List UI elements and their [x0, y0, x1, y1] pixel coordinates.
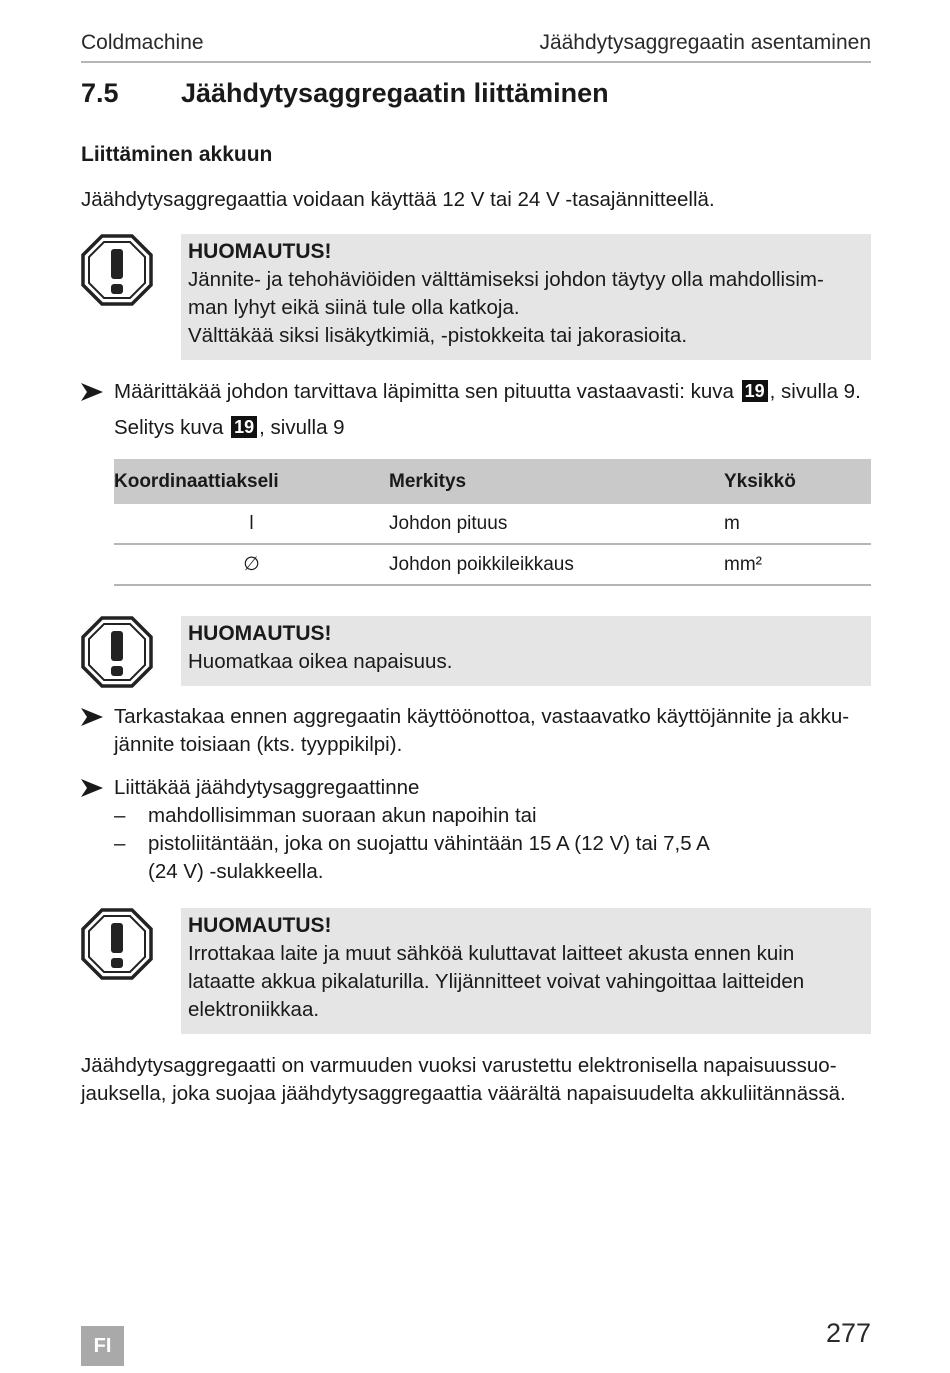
exclamation-octagon-icon [81, 234, 153, 306]
notice-3-box [181, 908, 871, 1034]
notice-3 [81, 908, 871, 1034]
arrow-right-icon [81, 382, 103, 402]
section-number: 7.5 [81, 78, 119, 108]
step-2-line: Tarkastakaa ennen aggregaatin käyttöönottoa, vastaavatko käyttöjännite ja akku- [114, 705, 850, 728]
cell-unit: m [724, 504, 871, 544]
legend-caption-after: , sivulla 9 [259, 416, 345, 439]
figure-reference: 19 [231, 416, 257, 438]
notice-2 [81, 616, 871, 686]
notice-2-box [181, 616, 871, 686]
language-badge: FI [81, 1326, 124, 1366]
step-1-text-after: , sivulla 9. [769, 380, 861, 403]
notice-1 [81, 234, 871, 360]
notice-3-line: Irrottakaa laite ja muut sähköä kuluttavat laitteet akusta ennen kuin [188, 942, 795, 965]
notice-1-line: Välttäkää siksi lisäkytkimiä, -pistokkeita tai jakorasioita. [188, 324, 688, 347]
list-item-line: (24 V) -sulakkeella. [148, 860, 324, 883]
cell-unit: mm² [724, 544, 871, 585]
header-product: Coldmachine [81, 31, 204, 54]
cell-axis: ∅ [114, 544, 389, 585]
notice-2-title: HUOMAUTUS! [188, 622, 332, 645]
intro-paragraph: Jäähdytysaggregaattia voidaan käyttää 12 V tai 24 V -tasajännitteellä. [81, 188, 715, 211]
step-1 [81, 378, 871, 406]
legend-table [114, 459, 871, 586]
subheading: Liittäminen akkuun [81, 143, 273, 166]
closing-line: Jäähdytysaggregaatti on varmuuden vuoksi varustettu elektronisella napaisuussuo- [81, 1054, 837, 1077]
notice-3-line: lataatte akkua pikalaturilla. Ylijännitteet voivat vahingoittaa laitteiden [188, 970, 805, 993]
exclamation-octagon-icon [81, 616, 153, 688]
list-item-line: mahdollisimman suoraan akun napoihin tai [148, 804, 537, 827]
notice-1-line: man lyhyt eikä siinä tule olla katkoja. [188, 296, 520, 319]
cell-meaning: Johdon poikkileikkaus [389, 544, 724, 585]
list-item [114, 802, 871, 830]
page-number: 277 [825, 1318, 871, 1348]
table-row [114, 544, 871, 585]
notice-1-title: HUOMAUTUS! [188, 240, 332, 263]
header-chapter: Jäähdytysaggregaatin asentaminen [539, 31, 871, 54]
legend-caption-text: Selitys kuva [114, 416, 224, 439]
closing-paragraph [81, 1052, 846, 1108]
header-unit: Yksikkö [724, 459, 871, 504]
list-item-line: pistoliitäntään, joka on suojattu vähintään 15 A (12 V) tai 7,5 A [148, 832, 710, 855]
notice-3-line: elektroniikkaa. [188, 998, 320, 1021]
section-title [81, 78, 609, 109]
list-dash: – [114, 804, 126, 827]
figure-reference: 19 [742, 380, 768, 402]
list-item [114, 830, 871, 886]
step-2 [81, 703, 871, 759]
legend-caption [81, 414, 871, 442]
notice-2-line: Huomatkaa oikea napaisuus. [188, 650, 453, 673]
table-row [114, 504, 871, 544]
closing-line: jauksella, joka suojaa jäähdytysaggregaattia väärältä napaisuudelta akkuliitännässä. [81, 1082, 846, 1105]
step-2-line: jännite toisiaan (kts. tyyppikilpi). [114, 733, 403, 756]
step-1-text-before: Määrittäkää johdon tarvittava läpimitta sen pituutta vastaavasti: kuva [114, 380, 734, 403]
header-axis: Koordinaattiakseli [114, 459, 389, 504]
section-heading: Jäähdytysaggregaatin liittäminen [181, 78, 609, 108]
list-dash: – [114, 832, 126, 855]
header-meaning: Merkitys [389, 459, 724, 504]
cell-meaning: Johdon pituus [389, 504, 724, 544]
cell-axis: l [114, 504, 389, 544]
exclamation-octagon-icon [81, 908, 153, 980]
notice-3-title: HUOMAUTUS! [188, 914, 332, 937]
arrow-right-icon [81, 707, 103, 727]
table-header-row [114, 459, 871, 504]
arrow-right-icon [81, 778, 103, 798]
step-3-text: Liittäkää jäähdytysaggregaattinne [114, 776, 420, 799]
step-1-text [114, 378, 871, 406]
page-header [81, 31, 871, 63]
notice-1-line: Jännite- ja tehohäviöiden välttämiseksi johdon täytyy olla mahdollisim- [188, 268, 824, 291]
notice-1-box [181, 234, 871, 360]
step-3 [81, 774, 871, 886]
